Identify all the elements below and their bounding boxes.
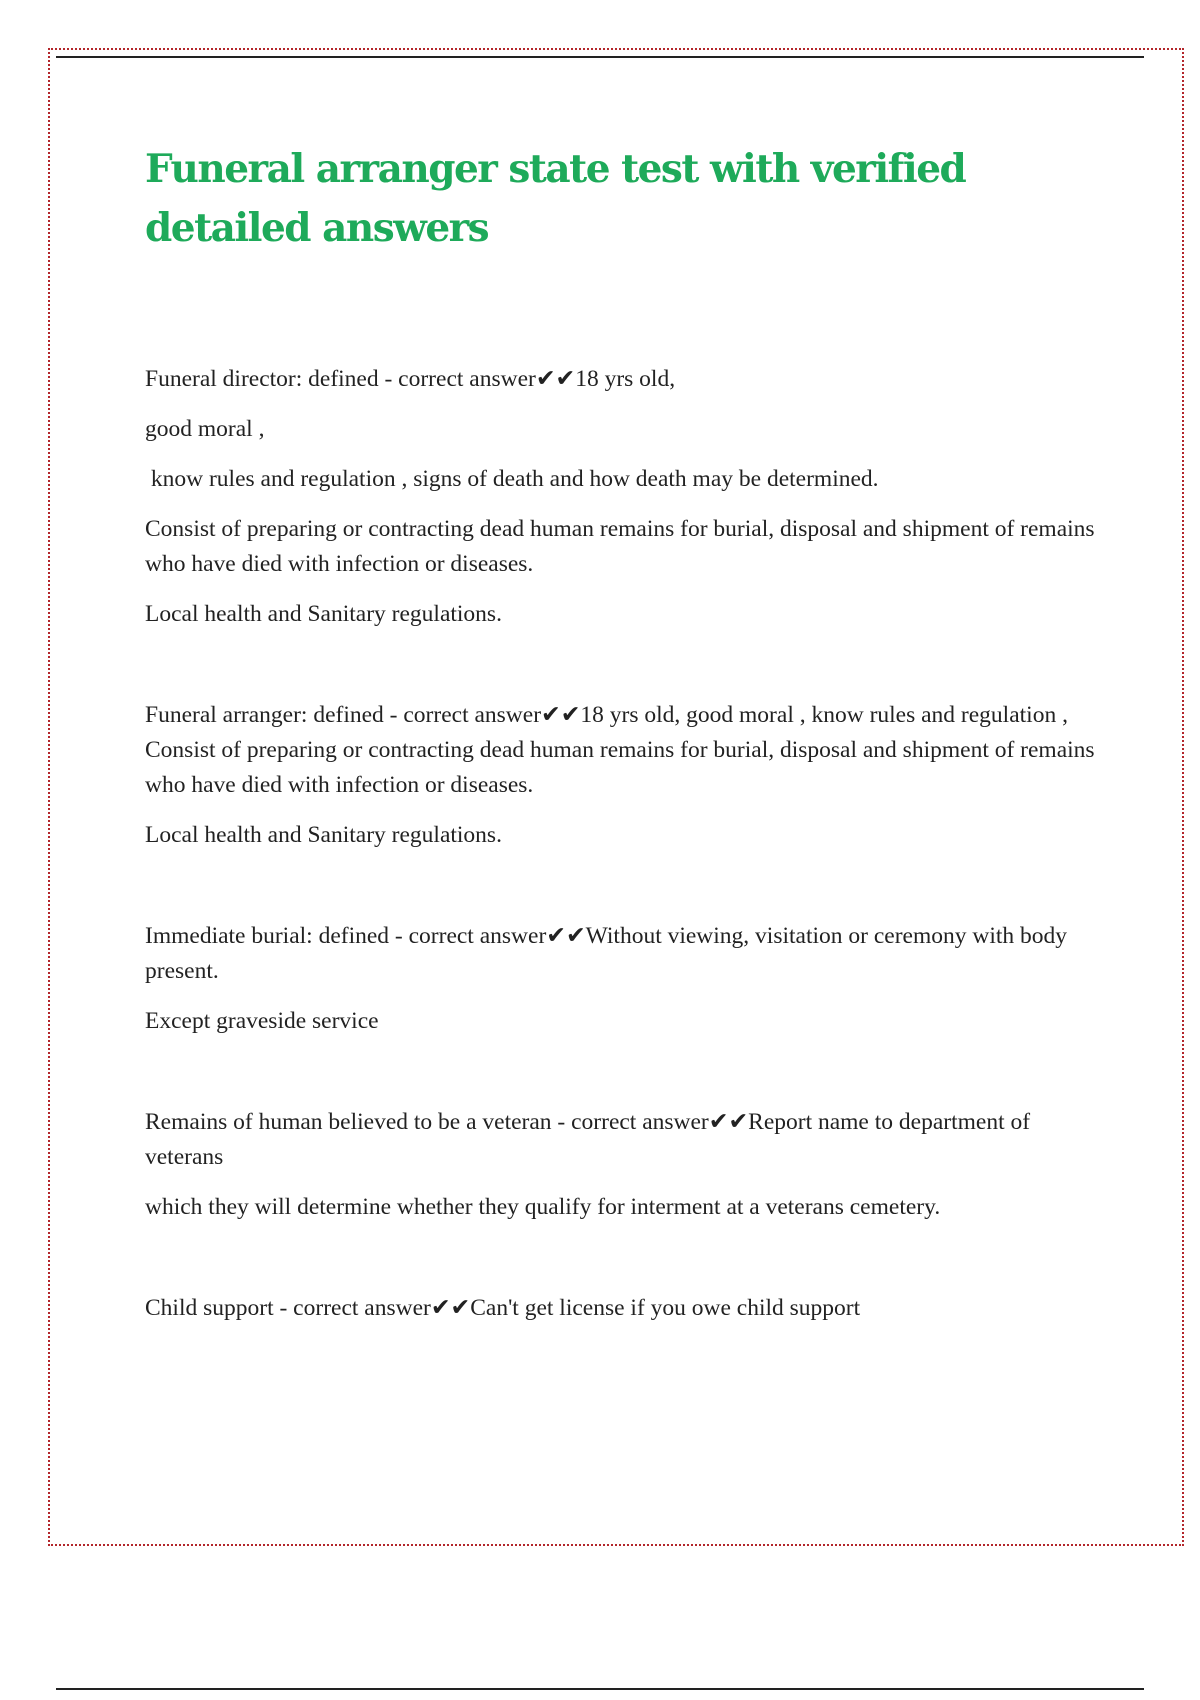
entry-paragraph: Funeral arranger: defined - correct answer✔✔18 yrs old, good moral , know rules and regulation , Consist of preparing or contracting dead human remains for burial, disposal and shipment of remains who have died with infection or diseases.: [145, 702, 1101, 798]
entry-paragraph: good moral ,: [145, 416, 265, 442]
entry-paragraph: which they will determine whether they qualify for interment at a veterans cemetery.: [145, 1194, 941, 1220]
qa-entry-immediate-burial: [145, 919, 1105, 1039]
qa-entry-funeral-arranger: [145, 698, 1105, 853]
entry-paragraph: Funeral director: defined - correct answer✔✔18 yrs old,: [145, 366, 676, 392]
entry-paragraph: Remains of human believed to be a veteran - correct answer✔✔Report name to department of veterans: [145, 1109, 1036, 1170]
entry-paragraph: Immediate burial: defined - correct answer✔✔Without viewing, visitation or ceremony with body present.: [145, 923, 1073, 984]
header-rule: [56, 56, 1144, 58]
entry-paragraph: Local health and Sanitary regulations.: [145, 601, 502, 627]
qa-entry-child-support: [145, 1291, 1105, 1326]
entry-paragraph: Child support - correct answer✔✔Can't get license if you owe child support: [145, 1295, 861, 1321]
qa-entry-veteran-remains: [145, 1105, 1105, 1225]
entry-paragraph: Consist of preparing or contracting dead human remains for burial, disposal and shipment of remains who have died with infection or diseases.: [145, 516, 1101, 577]
entry-paragraph: Except graveside service: [145, 1008, 379, 1034]
document-title: Funeral arranger state test with verified detailed answers: [145, 146, 966, 251]
footer-rule: [56, 1688, 1144, 1690]
entry-paragraph: know rules and regulation , signs of death and how death may be determined.: [145, 466, 879, 492]
qa-entry-funeral-director: [145, 362, 1105, 632]
document-body: [145, 140, 1105, 1326]
entry-paragraph: Local health and Sanitary regulations.: [145, 822, 502, 848]
